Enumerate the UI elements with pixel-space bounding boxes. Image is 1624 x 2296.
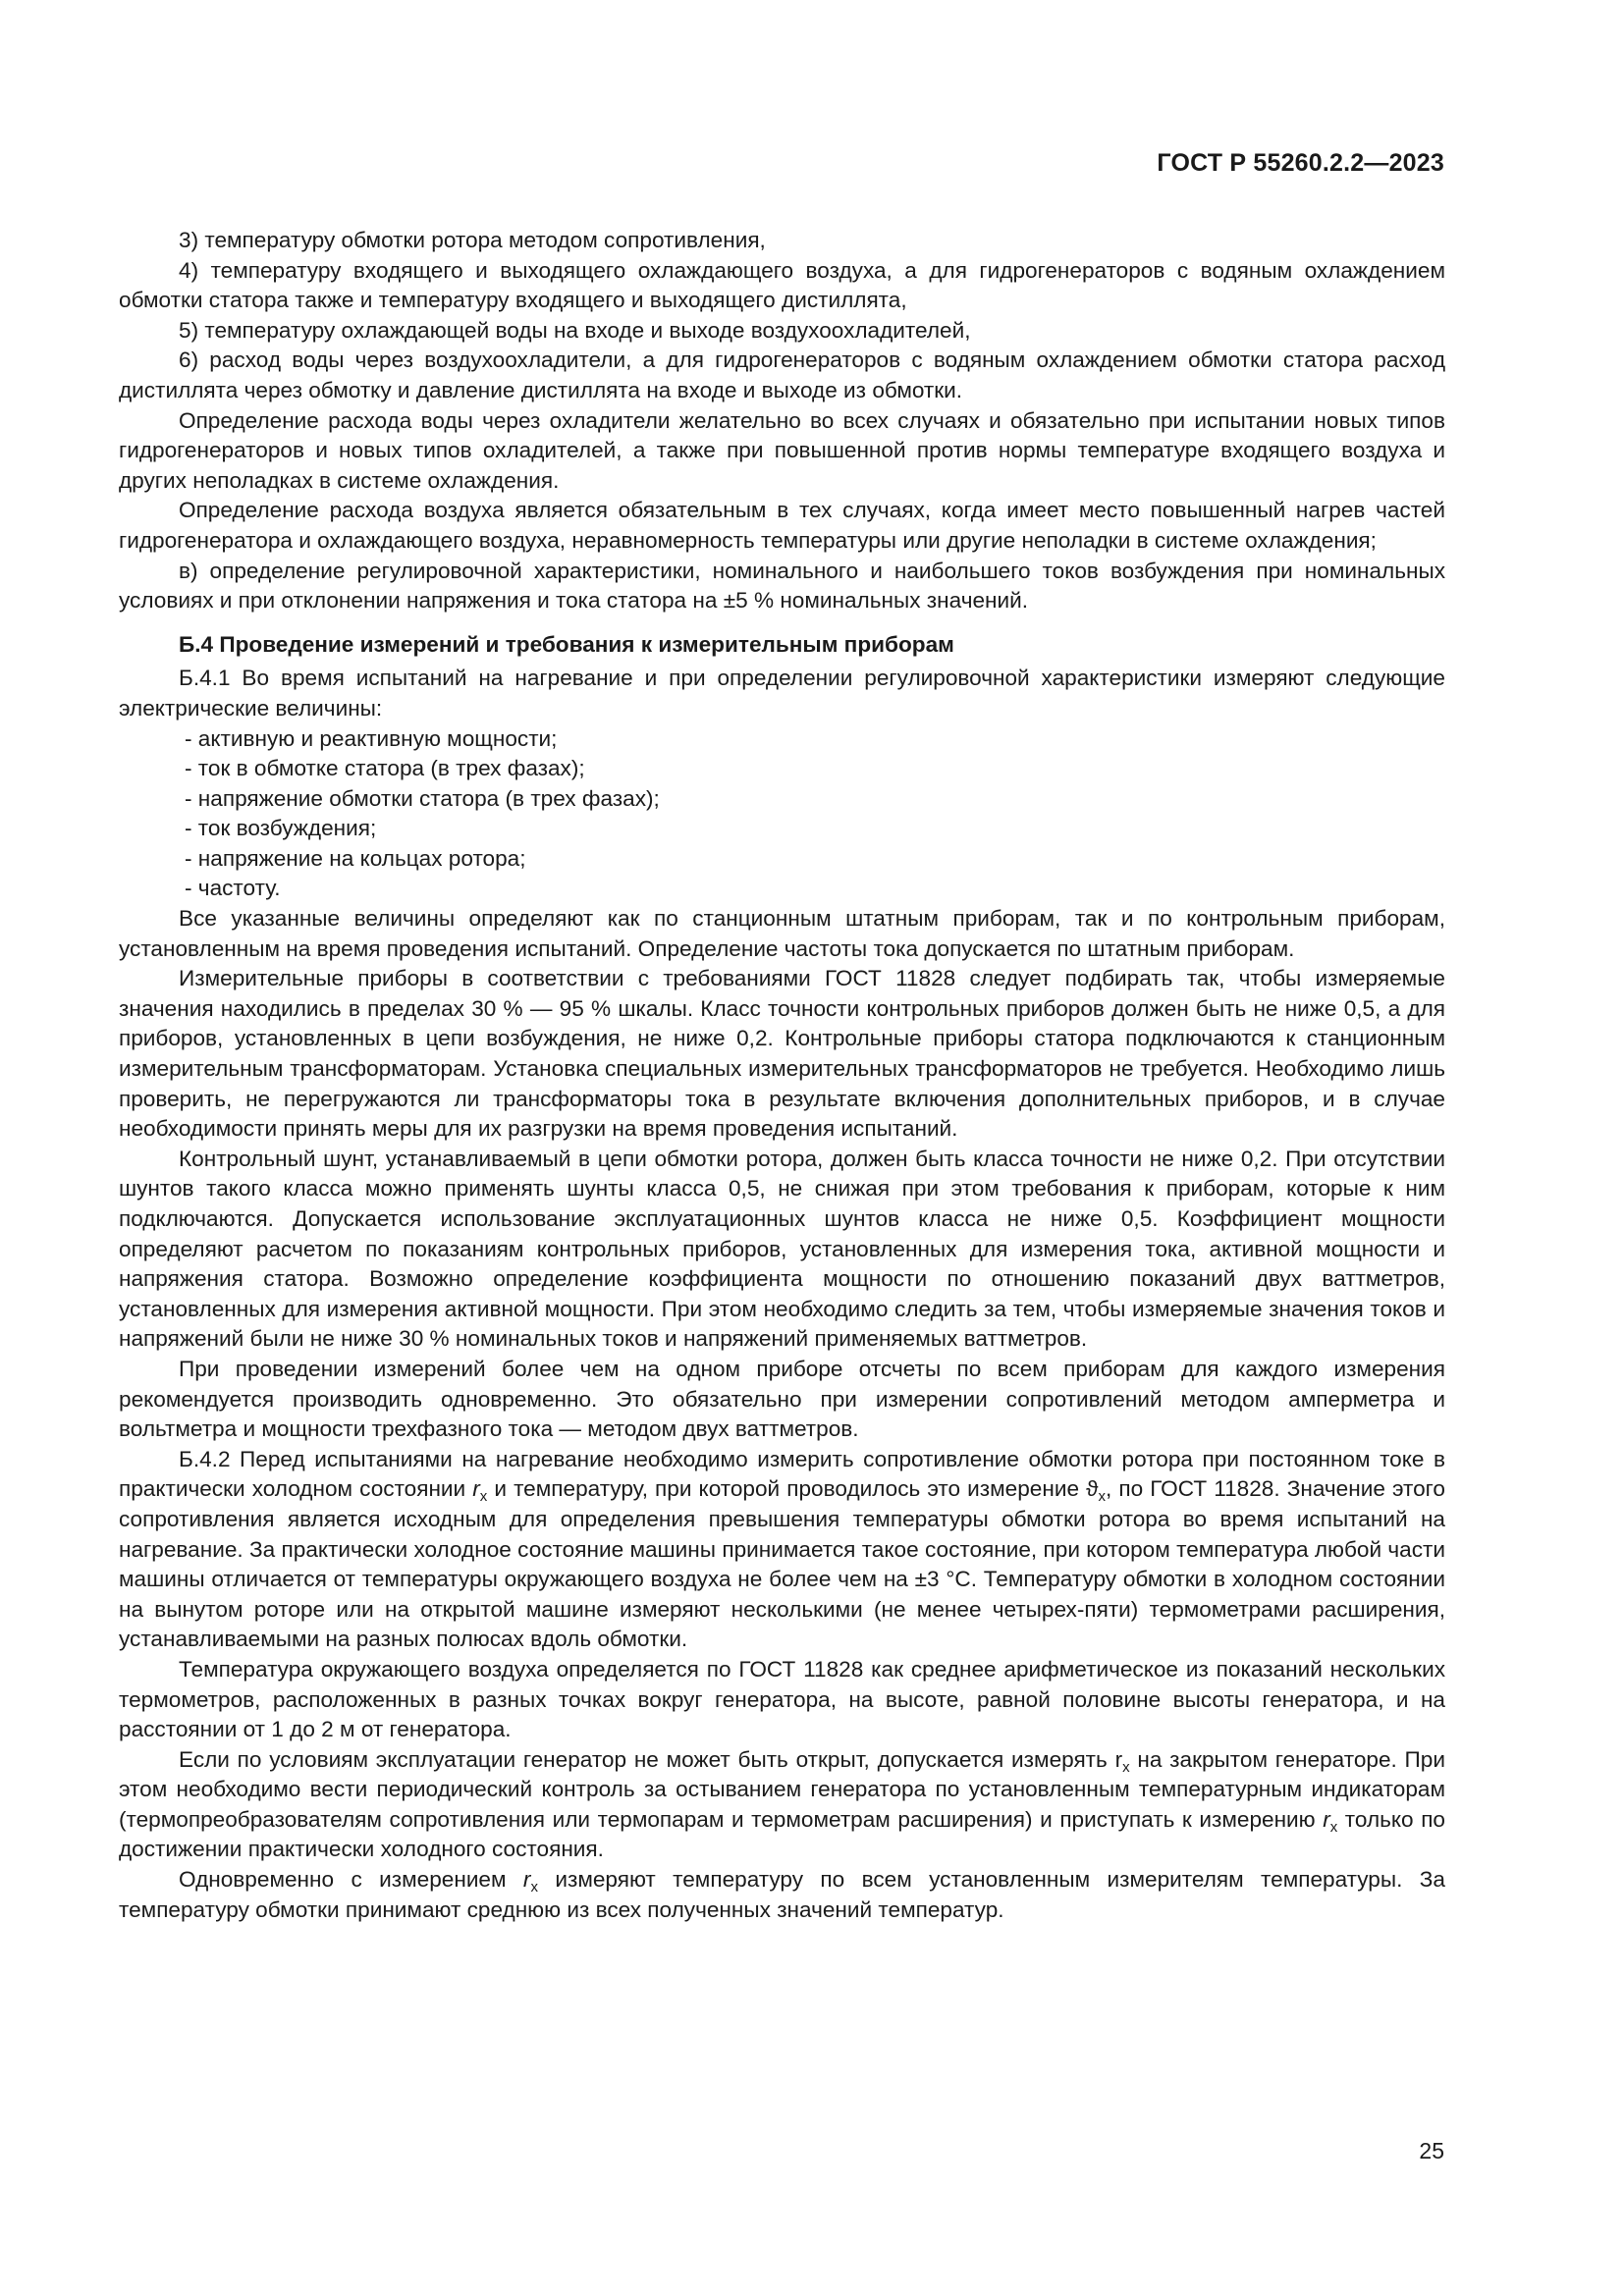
symbol-r: r [472, 1476, 480, 1502]
paragraph [119, 1745, 1445, 1865]
text-run: на закрытом генераторе. При этом необходимо вести периодический контроль за остыванием генератора по установленным температурным индикаторам (термопреобразователям сопротивления или термопарам и термометрам расширения) и приступать к измерению [119, 1746, 1445, 1832]
paragraph [119, 1865, 1445, 1925]
subscript-x: x [1098, 1488, 1106, 1506]
subscript-x: x [479, 1488, 488, 1506]
paragraph: 5) температуру охлаждающей воды на входе и выходе воздухоохладителей, [179, 317, 971, 343]
subscript-x: x [530, 1879, 538, 1896]
paragraph: Определение расхода воды через охладители желательно во всех случаях и обязательно при испытании новых типов гидрогенераторов и новых типов охладителей, а также при повышенной против нормы температуре входящего воздуха и других неполадках в системе охлаждения. [119, 407, 1445, 493]
paragraph: Определение расхода воздуха является обязательным в тех случаях, когда имеет место повышенный нагрев частей гидрогенератора и охлаждающего воздуха, неравномерность температуры или другие неполадки в системе охлаждения; [119, 498, 1445, 553]
list-item: - частоту. [185, 876, 281, 901]
list-item: - напряжение на кольцах ротора; [185, 845, 526, 871]
symbol-theta: ϑ [1086, 1476, 1099, 1502]
paragraph: в) определение регулировочной характеристики, номинального и наибольшего токов возбуждения при номинальных условиях и при отклонении напряжения и тока статора на ±5 % номинальных значений. [119, 558, 1445, 614]
text-run: , по ГОСТ 11828. Значение этого сопротивления является исходным для определения превышения температуры обмотки ротора во время испытаний на нагревание. За практически холодное состояние машины принимается такое состояние, при котором температура любой части машины отличается от температуры окружающего воздуха не более чем на ±3 °С. Температуру обмотки в холодном состоянии на вынутом роторе или на открытой машине измеряют несколькими (не менее четырех-пяти) термометрами расширения, устанавливаемыми на разных полюсах вдоль обмотки. [119, 1476, 1445, 1652]
text-run: и температуру, при которой проводилось это измерение [487, 1476, 1087, 1502]
paragraph: Б.4.1 Во время испытаний на нагревание и при определении регулировочной характеристики измеряют следующие электрические величины: [119, 666, 1445, 721]
paragraph: Контрольный шунт, устанавливаемый в цепи обмотки ротора, должен быть класса точности не ниже 0,2. При отсутствии шунтов такого класса можно применять шунты класса 0,5, не снижая при этом требования к приборам, которые к ним подключаются. Допускается использование эксплуатационных шунтов класса не ниже 0,5. Коэффициент мощности определяют расчетом по показаниям контрольных приборов, установленных для измерения тока, активной мощности и напряжения статора. Возможно определение коэффициента мощности по отношению показаний двух ваттметров, установленных для измерения активной мощности. При этом необходимо следить за тем, чтобы измеряемые значения токов и напряжений были не ниже 30 % номинальных токов и напряжений применяемых ваттметров. [119, 1146, 1445, 1352]
symbol-r: r [522, 1867, 531, 1893]
list-item: - активную и реактивную мощности; [185, 725, 558, 751]
subscript-x: x [1122, 1758, 1130, 1776]
text-run: Б.4.2 Перед испытаниями на нагревание необходимо измерить сопротивление обмотки ротора при постоянном токе в практически холодном состоянии [119, 1446, 1445, 1502]
paragraph-b4-2 [119, 1445, 1445, 1655]
list-item: - напряжение обмотки статора (в трех фазах); [185, 785, 660, 811]
text-run: Одновременно с измерением [179, 1867, 523, 1893]
paragraph: Все указанные величины определяют как по станционным штатным приборам, так и по контрольным приборам, установленным на время проведения испытаний. Определение частоты тока допускается по штатным приборам. [119, 906, 1445, 961]
section-heading-b4: Б.4 Проведение измерений и требования к измерительным приборам [179, 631, 954, 657]
text-run: только по достижении практически холодного состояния. [119, 1806, 1445, 1862]
document-body [119, 226, 1445, 1925]
paragraph: Температура окружающего воздуха определяется по ГОСТ 11828 как среднее арифметическое из показаний нескольких термометров, расположенных в разных точках вокруг генератора, на высоте, равной половине высоты генератора, и на расстоянии от 1 до 2 м от генератора. [119, 1656, 1445, 1742]
paragraph: При проведении измерений более чем на одном приборе отсчеты по всем приборам для каждого измерения рекомендуется производить одновременно. Это обязательно при измерении сопротивлений методом амперметра и вольтметра и мощности трехфазного тока — методом двух ваттметров. [119, 1356, 1445, 1442]
list-item: - ток возбуждения; [185, 816, 377, 841]
paragraph: 3) температуру обмотки ротора методом сопротивления, [179, 228, 766, 252]
symbol-r: r [1114, 1746, 1123, 1772]
paragraph: 6) расход воды через воздухоохладители, а для гидрогенераторов с водяным охлаждением обмотки статора расход дистиллята через обмотку и давление дистиллята на входе и выходе из обмотки. [119, 347, 1445, 402]
text-run: измеряют температуру по всем установленным измерителям температуры. За температуру обмотки принимают среднюю из всех полученных значений температур. [119, 1867, 1445, 1922]
list-item: - ток в обмотке статора (в трех фазах); [185, 756, 585, 781]
paragraph: 4) температуру входящего и выходящего охлаждающего воздуха, а для гидрогенераторов с водяным охлаждением обмотки статора также и температуру входящего и выходящего дистиллята, [119, 257, 1445, 313]
subscript-x: x [1329, 1818, 1338, 1836]
document-header: ГОСТ Р 55260.2.2—2023 [1157, 149, 1444, 177]
paragraph: Измерительные приборы в соответствии с требованиями ГОСТ 11828 следует подбирать так, чтобы измеряемые значения находились в пределах 30 % — 95 % шкалы. Класс точности контрольных приборов должен быть не ниже 0,5, а для приборов, установленных в цепи возбуждения, не ниже 0,2. Контрольные приборы статора подключаются к станционным измерительным трансформаторам. Установка специальных измерительных трансформаторов не требуется. Необходимо лишь проверить, не перегружаются ли трансформаторы тока в результате включения дополнительных приборов, и в случае необходимости принять меры для их разгрузки на время проведения испытаний. [119, 966, 1445, 1142]
text-run: Если по условиям эксплуатации генератор не может быть открыт, допускается измерять [179, 1746, 1115, 1772]
symbol-r: r [1323, 1806, 1330, 1832]
page-number: 25 [1419, 2138, 1444, 2163]
